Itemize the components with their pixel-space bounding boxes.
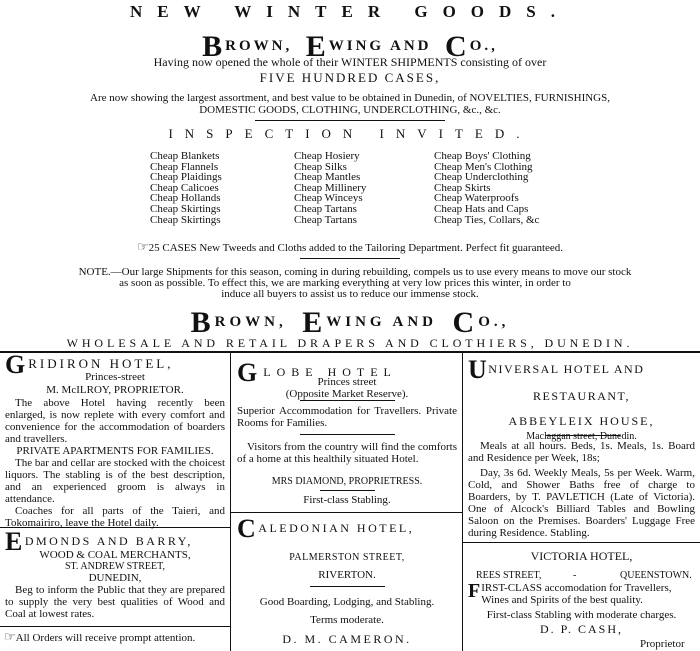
initial-c: C <box>237 514 259 543</box>
shipments-line: Having now opened the whole of their WINTER SHIPMENTS consisting of over <box>153 55 547 69</box>
pointing-hand-icon: ☞ <box>136 239 149 254</box>
assortment-line: Are now showing the largest assortment, and best value to be obtained in Dunedin, of NOVELTIES, FURNISHINGS, <box>90 92 610 104</box>
edmonds-ad <box>5 527 225 620</box>
list-item: Cheap Millinery <box>294 181 367 194</box>
caledonian-ad <box>237 514 457 543</box>
main-title: NEW WINTER GOODS. <box>130 2 570 21</box>
gridiron-proprietor: M. McILROY, PROPRIETOR. <box>46 384 184 396</box>
victoria-town: QUEENSTOWN. <box>620 570 692 581</box>
firm-rest-e: WING AND <box>328 38 432 54</box>
universal-body-2: Day, 3s 6d. Weekly Meals, 5s per Week. Warm, Cold, and Shower Baths free of charge to Boarders, by T. PAVLETICH (Late of Victoria). One of Alcock's Billiard Tables and Bowling Saloon on the Premises. Boarders' Luggage Free during Residence. Stabling. <box>468 467 695 539</box>
cases-line: FIVE HUNDRED CASES, <box>259 70 441 85</box>
list-item: Cheap Skirts <box>434 181 491 194</box>
firm-rest-b: ROWN, <box>214 314 287 330</box>
tweeds-text: 25 CASES New Tweeds and Cloths added to the Tailoring Department. Perfect fit guaranteed. <box>148 242 564 254</box>
universal-body-1: Meals at all hours. Beds, 1s. Meals, 1s. Board and Residence per Week, 18s; <box>468 440 695 464</box>
list-item: Cheap Tartans <box>294 213 357 226</box>
list-item: Cheap Hollands <box>150 192 221 205</box>
list-item: Cheap Blankets <box>150 150 220 162</box>
globe-body-1: Superior Accommodation for Travellers. Private Rooms for Families. <box>237 405 457 429</box>
domestic-line: DOMESTIC GOODS, CLOTHING, UNDERCLOTHING, &c., &c. <box>199 104 501 116</box>
edmonds-body: Beg to inform the Public that they are prepared to supply the very best qualities of Wood and Coal at lowest rates. <box>5 584 225 620</box>
list-item: Cheap Men's Clothing <box>434 160 533 173</box>
list-item: Cheap Boys' Clothing <box>434 150 531 162</box>
firm-rest-c: O., <box>478 314 510 330</box>
universal-house: ABBEYLEIX HOUSE, <box>508 414 655 428</box>
globe-street: Princes street <box>317 376 377 388</box>
caledonian-owner: D. M. CAMERON. <box>282 632 412 646</box>
edmonds-street: ST. ANDREW STREET, <box>65 561 165 572</box>
victoria-owner: D. P. CASH, <box>539 622 624 636</box>
victoria-street: REES STREET, <box>476 570 542 581</box>
wholesale-line: WHOLESALE AND RETAIL DRAPERS AND CLOTHIERS, DUNEDIN. <box>66 336 634 350</box>
victoria-proprietor: Proprietor <box>640 638 685 650</box>
victoria-stabling: First-class Stabling with moderate charges. <box>486 609 677 621</box>
caledonian-town: RIVERTON. <box>318 569 376 581</box>
list-item: Cheap Silks <box>294 160 347 173</box>
universal-name-2: RESTAURANT, <box>533 389 630 403</box>
list-item: Cheap Tartans <box>294 202 357 215</box>
initial-e: E <box>302 306 327 339</box>
edmonds-name: DMONDS AND BARRY, <box>24 534 193 548</box>
list-item: Cheap Ties, Collars, &c <box>434 213 540 226</box>
firm-name-bottom <box>0 306 700 339</box>
list-item: Cheap Skirtings <box>150 202 221 215</box>
caledonian-terms: Terms moderate. <box>310 614 384 626</box>
edmonds-city: DUNEDIN, <box>88 572 142 584</box>
gridiron-ad <box>5 350 225 529</box>
victoria-body-text: IRST-CLASS accomodation for Travellers, Wines and Spirits of the best quality. <box>481 582 672 606</box>
gridiron-private: PRIVATE APARTMENTS FOR FAMILIES. <box>16 445 214 457</box>
initial-g: G <box>237 358 264 387</box>
globe-proprietor: MRS DIAMOND, PROPRIETRESS. <box>271 476 423 487</box>
firm-rest-b: ROWN, <box>225 38 293 54</box>
firm-rest-c: O., <box>469 38 498 54</box>
inspection-invited: INSPECTION INVITED. <box>168 126 532 141</box>
note-line-2: as soon as possible. To effect this, we are marking everything at very low prices this winter, in order to <box>119 277 571 289</box>
list-item: Cheap Flannels <box>150 160 219 173</box>
pointing-hand-icon: ☞ <box>4 629 16 644</box>
edmonds-orders <box>4 631 229 644</box>
list-item: Cheap Hosiery <box>294 150 360 162</box>
globe-body-2: Visitors from the country will find the comforts of a home at this healthily situated Hotel. <box>237 441 457 465</box>
initial-g: G <box>5 350 29 379</box>
gridiron-name: RIDIRON HOTEL, <box>28 356 174 371</box>
list-item: Cheap Winceys <box>294 192 363 205</box>
victoria-body <box>468 582 695 606</box>
globe-name: LOBE HOTEL <box>263 365 397 379</box>
firm-rest-e: WING AND <box>326 314 438 330</box>
gridiron-street: Princes-street <box>85 371 145 383</box>
initial-u: U <box>468 355 489 384</box>
list-item: Cheap Underclothing <box>434 171 529 184</box>
goods-column-1 <box>150 151 222 225</box>
initial-e: E <box>305 30 329 63</box>
tweeds-line <box>0 241 700 254</box>
initial-b: B <box>202 30 226 63</box>
globe-stabling: First-class Stabling. <box>303 494 391 506</box>
victoria-name: VICTORIA HOTEL, <box>530 549 633 563</box>
universal-ad <box>468 355 695 442</box>
edmonds-trade: WOOD & COAL MERCHANTS, <box>39 549 191 561</box>
globe-opposite: (Opposite Market Reserve). <box>285 388 409 400</box>
initial-c: C <box>452 306 479 339</box>
initial-f: F <box>468 580 481 602</box>
note-line-1: NOTE.—Our large Shipments for this season, coming in during rebuilding, compels us to use every means to move our stock <box>78 266 632 278</box>
globe-ad <box>237 358 457 400</box>
goods-column-2 <box>294 151 366 225</box>
universal-street: Maclaggan street, Dunedin. <box>526 431 637 442</box>
goods-column-3 <box>434 151 539 225</box>
list-item: Cheap Plaidings <box>150 171 222 184</box>
universal-name: NIVERSAL HOTEL AND <box>488 362 645 376</box>
initial-c: C <box>445 30 470 63</box>
list-item: Cheap Mantles <box>294 171 361 184</box>
gridiron-body-2: The bar and cellar are stocked with the choicest liquors. The stabling is of the best description, and an experienced groom is always in attendance. <box>5 457 225 505</box>
note-line-3: induce all buyers to assist us to reduce our immense stock. <box>221 288 479 300</box>
initial-e: E <box>5 527 25 556</box>
list-item: Cheap Hats and Caps <box>434 202 529 215</box>
list-item: Cheap Waterproofs <box>434 192 519 205</box>
caledonian-street: PALMERSTON STREET, <box>289 552 405 563</box>
gridiron-body-1: The above Hotel having recently been enlarged, is now replete with every comfort and convenience for the accommodation of boarders and travellers. <box>5 397 225 445</box>
caledonian-name: ALEDONIAN HOTEL, <box>258 521 415 535</box>
victoria-dash: - <box>573 570 577 581</box>
edmonds-orders-text: All Orders will receive prompt attention. <box>15 632 196 644</box>
initial-b: B <box>190 306 215 339</box>
gridiron-body-3: Coaches for all parts of the Taieri, and Tokomairiro, leave the Hotel daily. <box>5 505 225 529</box>
list-item: Cheap Calicoes <box>150 181 219 194</box>
caledonian-body: Good Boarding, Lodging, and Stabling. <box>259 596 435 608</box>
list-item: Cheap Skirtings <box>150 213 221 226</box>
